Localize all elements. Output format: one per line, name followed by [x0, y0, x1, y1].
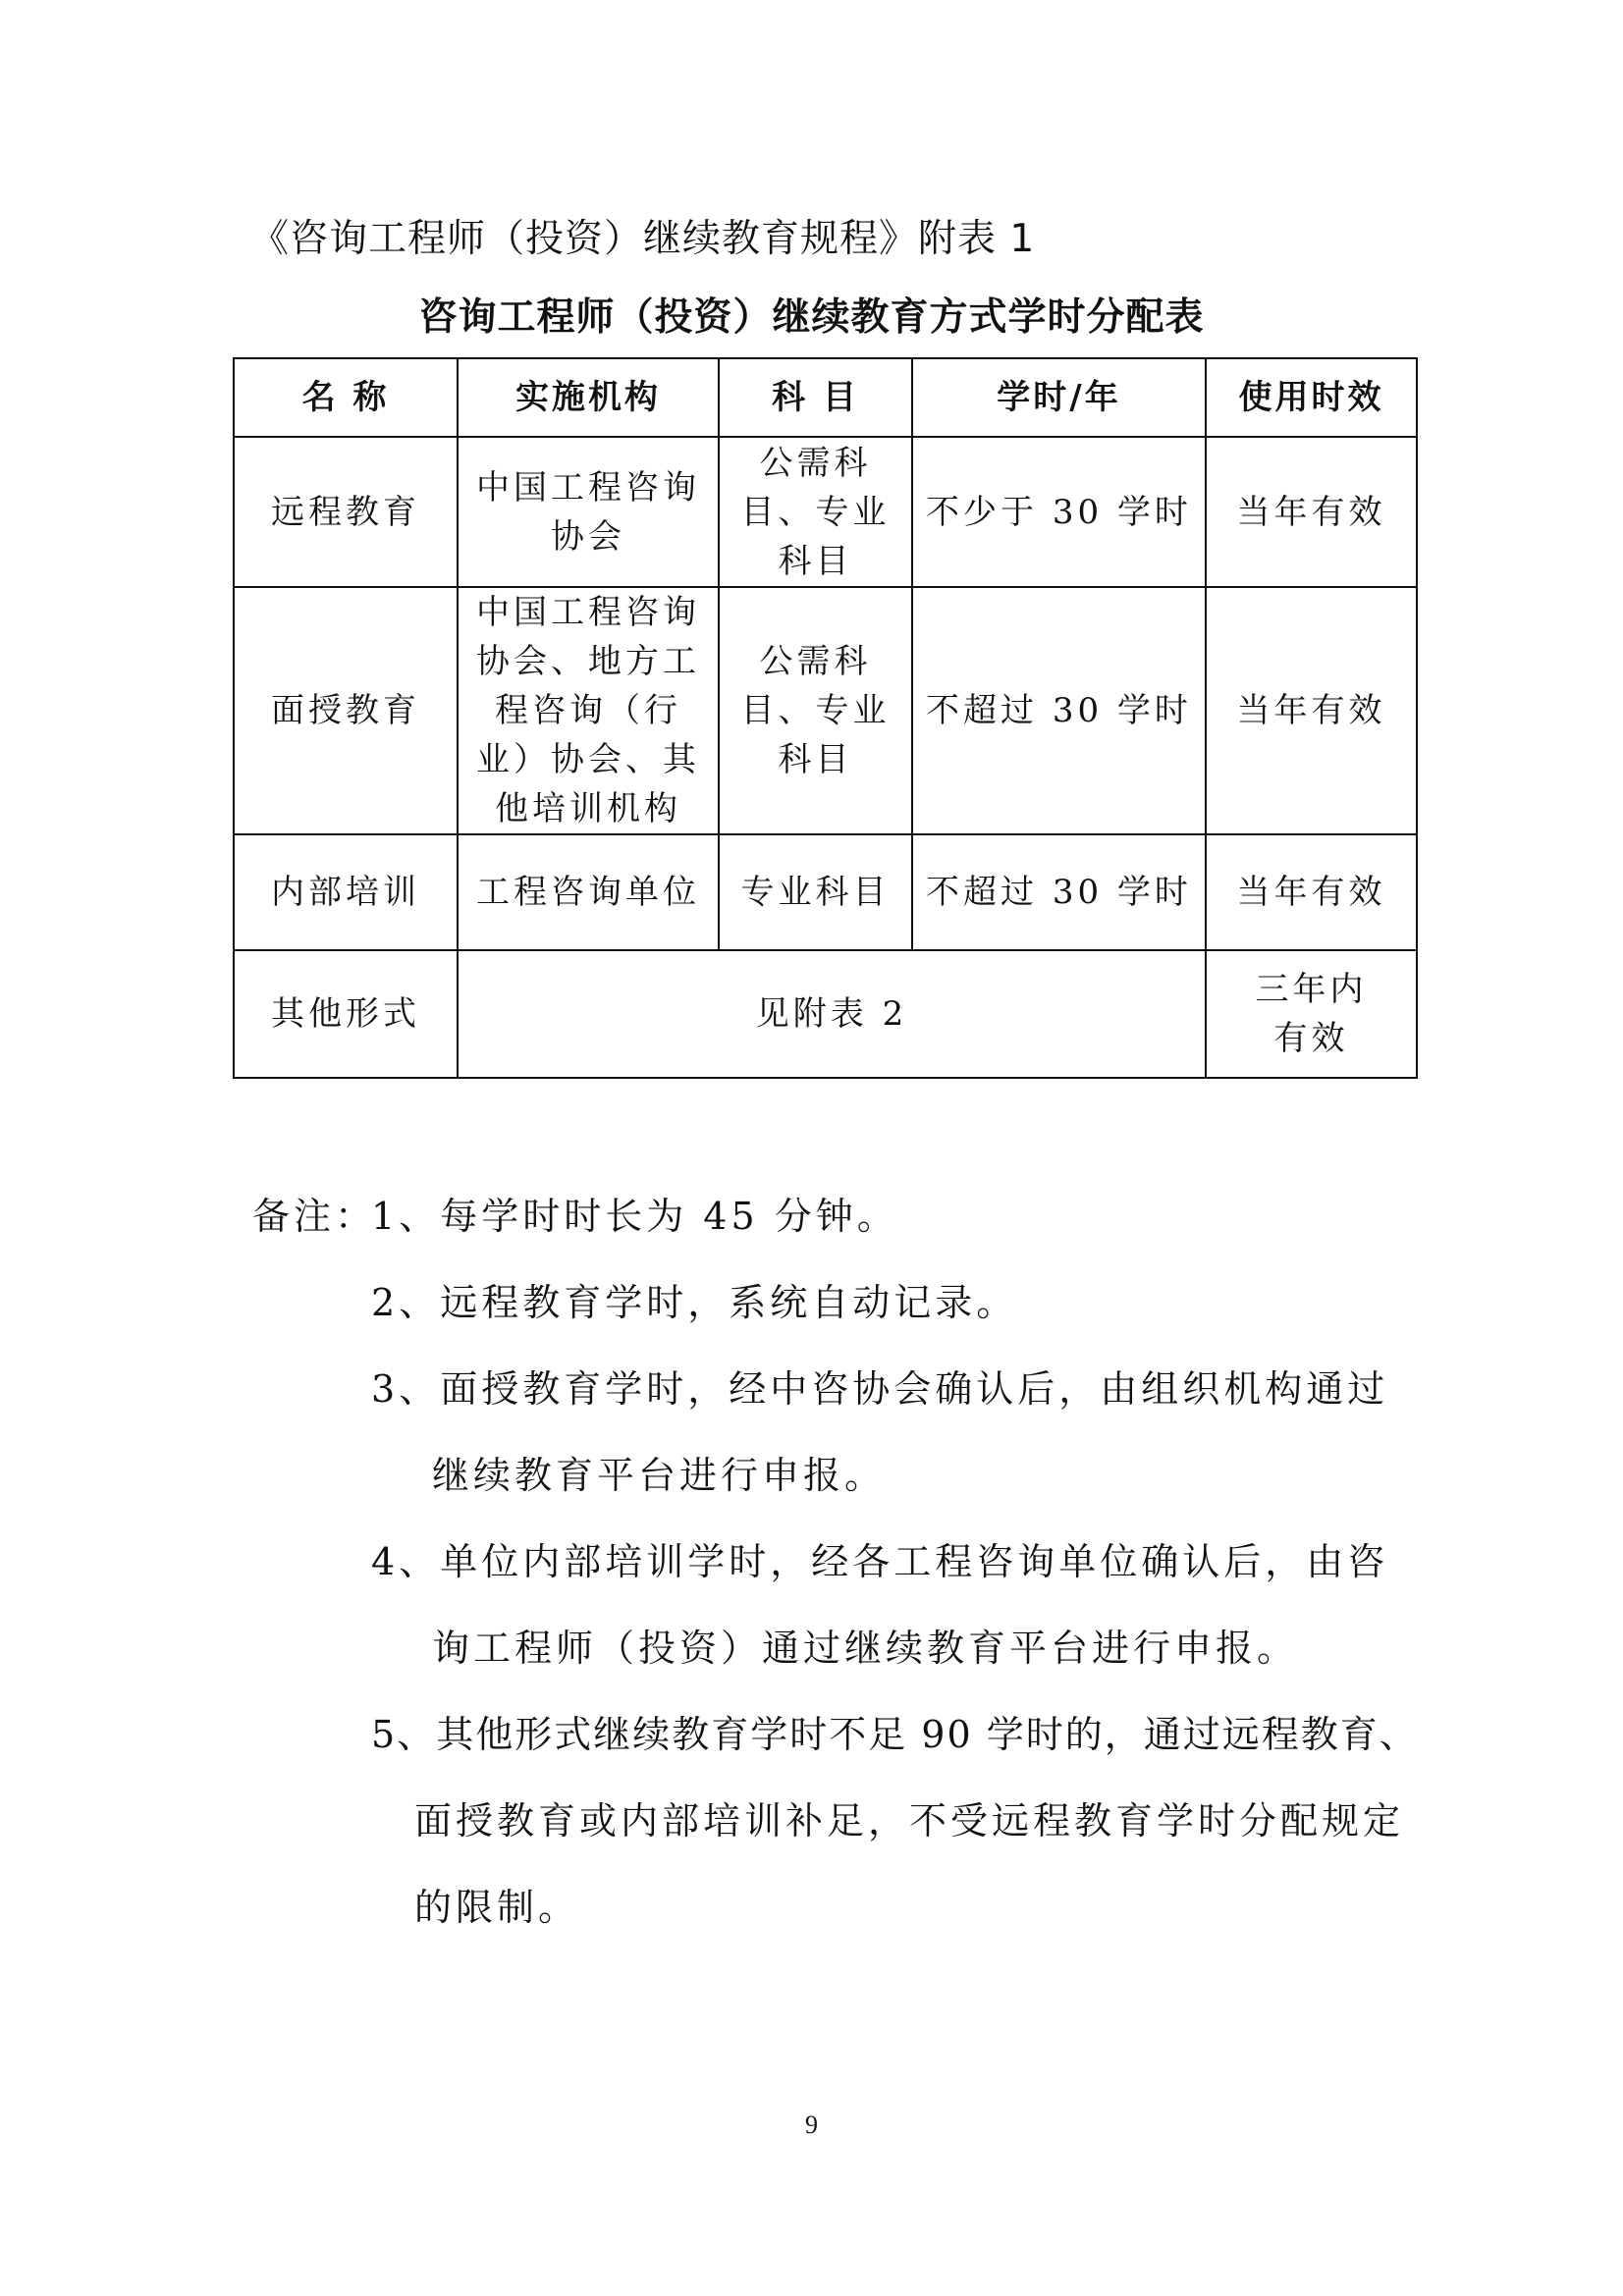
cell-hours: 不少于 30 学时 [912, 437, 1206, 587]
note-3-continued [0, 1432, 1623, 1519]
note-number: 1、 [371, 1195, 441, 1238]
cell-name: 其他形式 [234, 950, 458, 1078]
table-row [234, 950, 1417, 1078]
cell-merged-see-attachment: 见附表 2 [458, 950, 1206, 1078]
page-number: 9 [805, 2110, 818, 2139]
note-1-text [371, 1173, 898, 1259]
cell-name: 面授教育 [234, 587, 458, 834]
note-text: 询工程师（投资）通过继续教育平台进行申报。 [432, 1627, 1299, 1670]
note-text: 远程教育学时，系统自动记录。 [440, 1281, 1018, 1324]
header-name: 名 称 [234, 358, 458, 437]
note-number: 5、 [371, 1713, 437, 1756]
attachment-title: 《咨询工程师（投资）继续教育规程》附表 1 [250, 217, 1036, 261]
note-3 [0, 1346, 1623, 1432]
subjects-text: 公需科目、专业科目 [740, 642, 891, 779]
note-text: 面授教育或内部培训补足，不受远程教育学时分配规定 [414, 1799, 1405, 1842]
notes-section [0, 1173, 1623, 1950]
cell-validity: 当年有效 [1206, 437, 1417, 587]
validity-text: 三年内有效 [1255, 970, 1368, 1058]
note-2-text [371, 1259, 1017, 1346]
note-3-text [371, 1346, 1388, 1432]
cell-validity [1206, 950, 1417, 1078]
cell-hours: 不超过 30 学时 [912, 587, 1206, 834]
note-text: 继续教育平台进行申报。 [432, 1454, 887, 1497]
cell-institution: 工程咨询单位 [458, 834, 719, 950]
cell-name: 远程教育 [234, 437, 458, 587]
header-subjects: 科 目 [719, 358, 912, 437]
cell-validity: 当年有效 [1206, 834, 1417, 950]
cell-subjects [719, 437, 912, 587]
cell-institution [458, 437, 719, 587]
table-row [234, 834, 1417, 950]
institution-text: 中国工程咨询协会 [476, 467, 700, 557]
table-row [234, 437, 1417, 587]
note-1 [0, 1173, 1623, 1259]
note-5-text [371, 1691, 1419, 1778]
cell-subjects [719, 587, 912, 834]
table-row [234, 587, 1417, 834]
note-5-continued [0, 1778, 1623, 1864]
note-text: 面授教育学时，经中咨协会确认后，由组织机构通过 [440, 1367, 1389, 1411]
note-number: 3、 [371, 1367, 441, 1411]
note-4-continued [0, 1605, 1623, 1691]
table-header-row [234, 358, 1417, 437]
subjects-text: 公需科目、专业科目 [740, 443, 891, 581]
cell-validity: 当年有效 [1206, 587, 1417, 834]
note-5-continued [0, 1864, 1623, 1950]
note-5 [0, 1691, 1623, 1778]
note-number: 2、 [371, 1281, 441, 1324]
note-4-text [371, 1519, 1388, 1605]
note-number: 4、 [371, 1540, 441, 1583]
header-validity: 使用时效 [1206, 358, 1417, 437]
note-4 [0, 1519, 1623, 1605]
note-2 [0, 1259, 1623, 1346]
allocation-table [233, 357, 1418, 1079]
table-title: 咨询工程师（投资）继续教育方式学时分配表 [418, 295, 1205, 340]
note-text: 其他形式继续教育学时不足 90 学时的，通过远程教育、 [436, 1713, 1419, 1756]
cell-institution [458, 587, 719, 834]
notes-label: 备注： [252, 1195, 377, 1238]
cell-subjects: 专业科目 [719, 834, 912, 950]
header-hours: 学时/年 [912, 358, 1206, 437]
note-text: 的限制。 [414, 1886, 580, 1929]
header-institution: 实施机构 [458, 358, 719, 437]
cell-name: 内部培训 [234, 834, 458, 950]
note-text: 每学时时长为 45 分钟。 [440, 1195, 898, 1238]
institution-text: 中国工程咨询协会、地方工程咨询（行业）协会、其他培训机构 [476, 593, 700, 828]
cell-hours: 不超过 30 学时 [912, 834, 1206, 950]
note-text: 单位内部培训学时，经各工程咨询单位确认后，由咨 [440, 1540, 1389, 1583]
